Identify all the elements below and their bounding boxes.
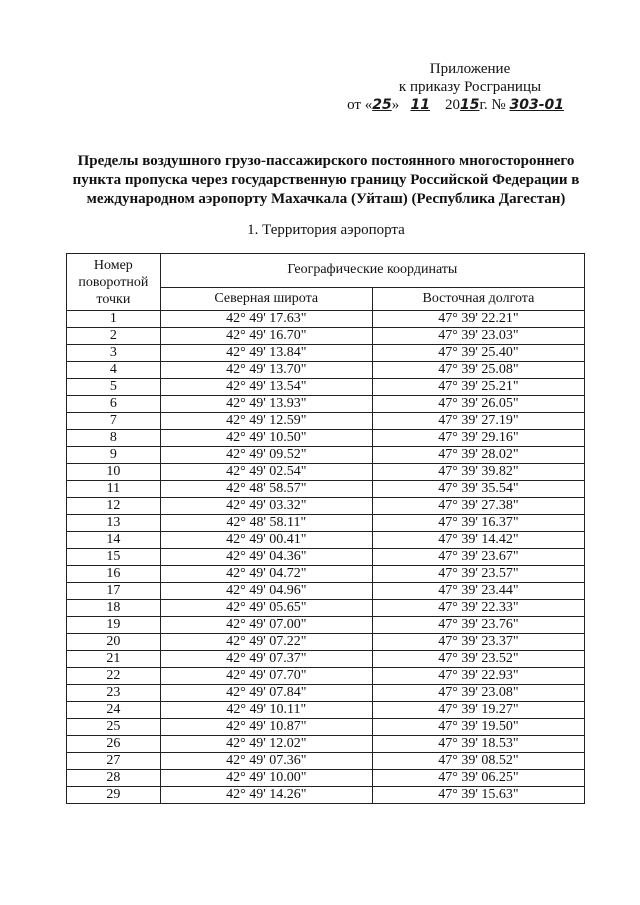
cell-point-number: 12 <box>67 498 161 515</box>
cell-longitude: 47° 39' 27.38" <box>372 498 584 515</box>
cell-latitude: 42° 49' 07.00" <box>160 617 372 634</box>
cell-longitude: 47° 39' 26.05" <box>372 396 584 413</box>
cell-longitude: 47° 39' 22.33" <box>372 600 584 617</box>
cell-point-number: 28 <box>67 770 161 787</box>
annex-header <box>340 60 600 114</box>
cell-longitude: 47° 39' 23.03" <box>372 328 584 345</box>
cell-point-number: 4 <box>67 362 161 379</box>
section-heading: 1. Территория аэропорта <box>247 222 405 238</box>
cell-longitude: 47° 39' 23.76" <box>372 617 584 634</box>
table-row <box>67 651 585 668</box>
table-row <box>67 566 585 583</box>
cell-longitude: 47° 39' 29.16" <box>372 430 584 447</box>
cell-longitude: 47° 39' 15.63" <box>372 787 584 804</box>
cell-point-number: 13 <box>67 515 161 532</box>
annex-order-ref: к приказу Росграницы <box>398 79 542 95</box>
cell-point-number: 26 <box>67 736 161 753</box>
cell-point-number: 6 <box>67 396 161 413</box>
cell-latitude: 42° 49' 12.02" <box>160 736 372 753</box>
table-row <box>67 464 585 481</box>
cell-point-number: 9 <box>67 447 161 464</box>
cell-point-number: 3 <box>67 345 161 362</box>
table-row <box>67 362 585 379</box>
cell-latitude: 42° 49' 02.54" <box>160 464 372 481</box>
cell-longitude: 47° 39' 28.02" <box>372 447 584 464</box>
cell-latitude: 42° 49' 07.22" <box>160 634 372 651</box>
cell-latitude: 42° 49' 13.93" <box>160 396 372 413</box>
table-row <box>67 498 585 515</box>
table-row <box>67 396 585 413</box>
table-row <box>67 617 585 634</box>
cell-latitude: 42° 49' 10.11" <box>160 702 372 719</box>
table-row <box>67 668 585 685</box>
cell-point-number: 11 <box>67 481 161 498</box>
cell-point-number: 5 <box>67 379 161 396</box>
cell-longitude: 47° 39' 25.40" <box>372 345 584 362</box>
cell-longitude: 47° 39' 22.93" <box>372 668 584 685</box>
table-row <box>67 379 585 396</box>
handwritten-number: 303-01 <box>509 97 564 113</box>
table-row <box>67 430 585 447</box>
table-row <box>67 481 585 498</box>
table-row <box>67 413 585 430</box>
cell-longitude: 47° 39' 22.21" <box>372 311 584 328</box>
cell-longitude: 47° 39' 25.21" <box>372 379 584 396</box>
table-row <box>67 770 585 787</box>
cell-latitude: 42° 49' 14.26" <box>160 787 372 804</box>
cell-point-number: 2 <box>67 328 161 345</box>
cell-longitude: 47° 39' 23.44" <box>372 583 584 600</box>
table-row <box>67 719 585 736</box>
annex-date-line <box>340 96 600 114</box>
table-row <box>67 787 585 804</box>
document-title: Пределы воздушного грузо-пассажирского постоянного многостороннего пункта пропуска через государственную границу Российской Федерации в международном аэропорту Махачкала (Уйташ) (Республика Дагестан) <box>72 153 580 207</box>
cell-point-number: 14 <box>67 532 161 549</box>
cell-latitude: 42° 49' 13.54" <box>160 379 372 396</box>
handwritten-day: 25 <box>372 97 392 113</box>
cell-point-number: 1 <box>67 311 161 328</box>
table-row <box>67 600 585 617</box>
cell-latitude: 42° 49' 03.32" <box>160 498 372 515</box>
header-latitude: Северная широта <box>160 287 372 310</box>
cell-latitude: 42° 49' 09.52" <box>160 447 372 464</box>
cell-latitude: 42° 49' 16.70" <box>160 328 372 345</box>
table-row <box>67 583 585 600</box>
cell-latitude: 42° 49' 05.65" <box>160 600 372 617</box>
cell-latitude: 42° 49' 07.36" <box>160 753 372 770</box>
cell-latitude: 42° 49' 07.70" <box>160 668 372 685</box>
cell-longitude: 47° 39' 39.82" <box>372 464 584 481</box>
cell-longitude: 47° 39' 23.67" <box>372 549 584 566</box>
coordinates-table <box>66 253 585 804</box>
table-row <box>67 447 585 464</box>
cell-longitude: 47° 39' 23.57" <box>372 566 584 583</box>
date-quote-close: » <box>391 97 400 113</box>
header-point-number: Номер поворотной точки <box>67 254 161 311</box>
cell-longitude: 47° 39' 14.42" <box>372 532 584 549</box>
cell-latitude: 42° 49' 00.41" <box>160 532 372 549</box>
annex-label: Приложение <box>429 61 511 77</box>
cell-longitude: 47° 39' 16.37" <box>372 515 584 532</box>
header-longitude: Восточная долгота <box>372 287 584 310</box>
date-prefix: от « <box>347 97 373 113</box>
cell-point-number: 23 <box>67 685 161 702</box>
number-label: г. № <box>479 97 506 113</box>
cell-latitude: 42° 49' 04.72" <box>160 566 372 583</box>
table-row <box>67 532 585 549</box>
cell-latitude: 42° 48' 58.57" <box>160 481 372 498</box>
cell-longitude: 47° 39' 19.27" <box>372 702 584 719</box>
cell-longitude: 47° 39' 18.53" <box>372 736 584 753</box>
cell-longitude: 47° 39' 23.08" <box>372 685 584 702</box>
cell-point-number: 27 <box>67 753 161 770</box>
cell-longitude: 47° 39' 08.52" <box>372 753 584 770</box>
cell-point-number: 18 <box>67 600 161 617</box>
cell-latitude: 42° 48' 58.11" <box>160 515 372 532</box>
cell-latitude: 42° 49' 12.59" <box>160 413 372 430</box>
cell-point-number: 22 <box>67 668 161 685</box>
cell-longitude: 47° 39' 23.52" <box>372 651 584 668</box>
cell-latitude: 42° 49' 10.00" <box>160 770 372 787</box>
cell-longitude: 47° 39' 27.19" <box>372 413 584 430</box>
table-row <box>67 549 585 566</box>
cell-latitude: 42° 49' 07.37" <box>160 651 372 668</box>
cell-point-number: 17 <box>67 583 161 600</box>
table-row <box>67 634 585 651</box>
table-row <box>67 736 585 753</box>
cell-longitude: 47° 39' 23.37" <box>372 634 584 651</box>
table-row <box>67 753 585 770</box>
cell-longitude: 47° 39' 25.08" <box>372 362 584 379</box>
header-geo-coordinates: Географические координаты <box>160 254 584 288</box>
year-prefix: 20 <box>444 97 460 113</box>
cell-point-number: 25 <box>67 719 161 736</box>
cell-latitude: 42° 49' 13.70" <box>160 362 372 379</box>
cell-latitude: 42° 49' 04.96" <box>160 583 372 600</box>
cell-latitude: 42° 49' 17.63" <box>160 311 372 328</box>
table-row <box>67 328 585 345</box>
table-row <box>67 515 585 532</box>
cell-longitude: 47° 39' 06.25" <box>372 770 584 787</box>
cell-longitude: 47° 39' 35.54" <box>372 481 584 498</box>
table-row <box>67 311 585 328</box>
cell-point-number: 16 <box>67 566 161 583</box>
cell-point-number: 8 <box>67 430 161 447</box>
cell-point-number: 21 <box>67 651 161 668</box>
cell-latitude: 42° 49' 10.87" <box>160 719 372 736</box>
cell-point-number: 20 <box>67 634 161 651</box>
cell-point-number: 7 <box>67 413 161 430</box>
handwritten-year: 15 <box>459 97 480 113</box>
cell-latitude: 42° 49' 04.36" <box>160 549 372 566</box>
table-body <box>67 311 585 804</box>
table-row <box>67 345 585 362</box>
cell-point-number: 10 <box>67 464 161 481</box>
cell-point-number: 15 <box>67 549 161 566</box>
cell-point-number: 19 <box>67 617 161 634</box>
table-row <box>67 685 585 702</box>
cell-latitude: 42° 49' 10.50" <box>160 430 372 447</box>
table-row <box>67 702 585 719</box>
cell-longitude: 47° 39' 19.50" <box>372 719 584 736</box>
handwritten-month: 11 <box>410 97 430 113</box>
cell-latitude: 42° 49' 13.84" <box>160 345 372 362</box>
cell-point-number: 24 <box>67 702 161 719</box>
cell-point-number: 29 <box>67 787 161 804</box>
cell-latitude: 42° 49' 07.84" <box>160 685 372 702</box>
